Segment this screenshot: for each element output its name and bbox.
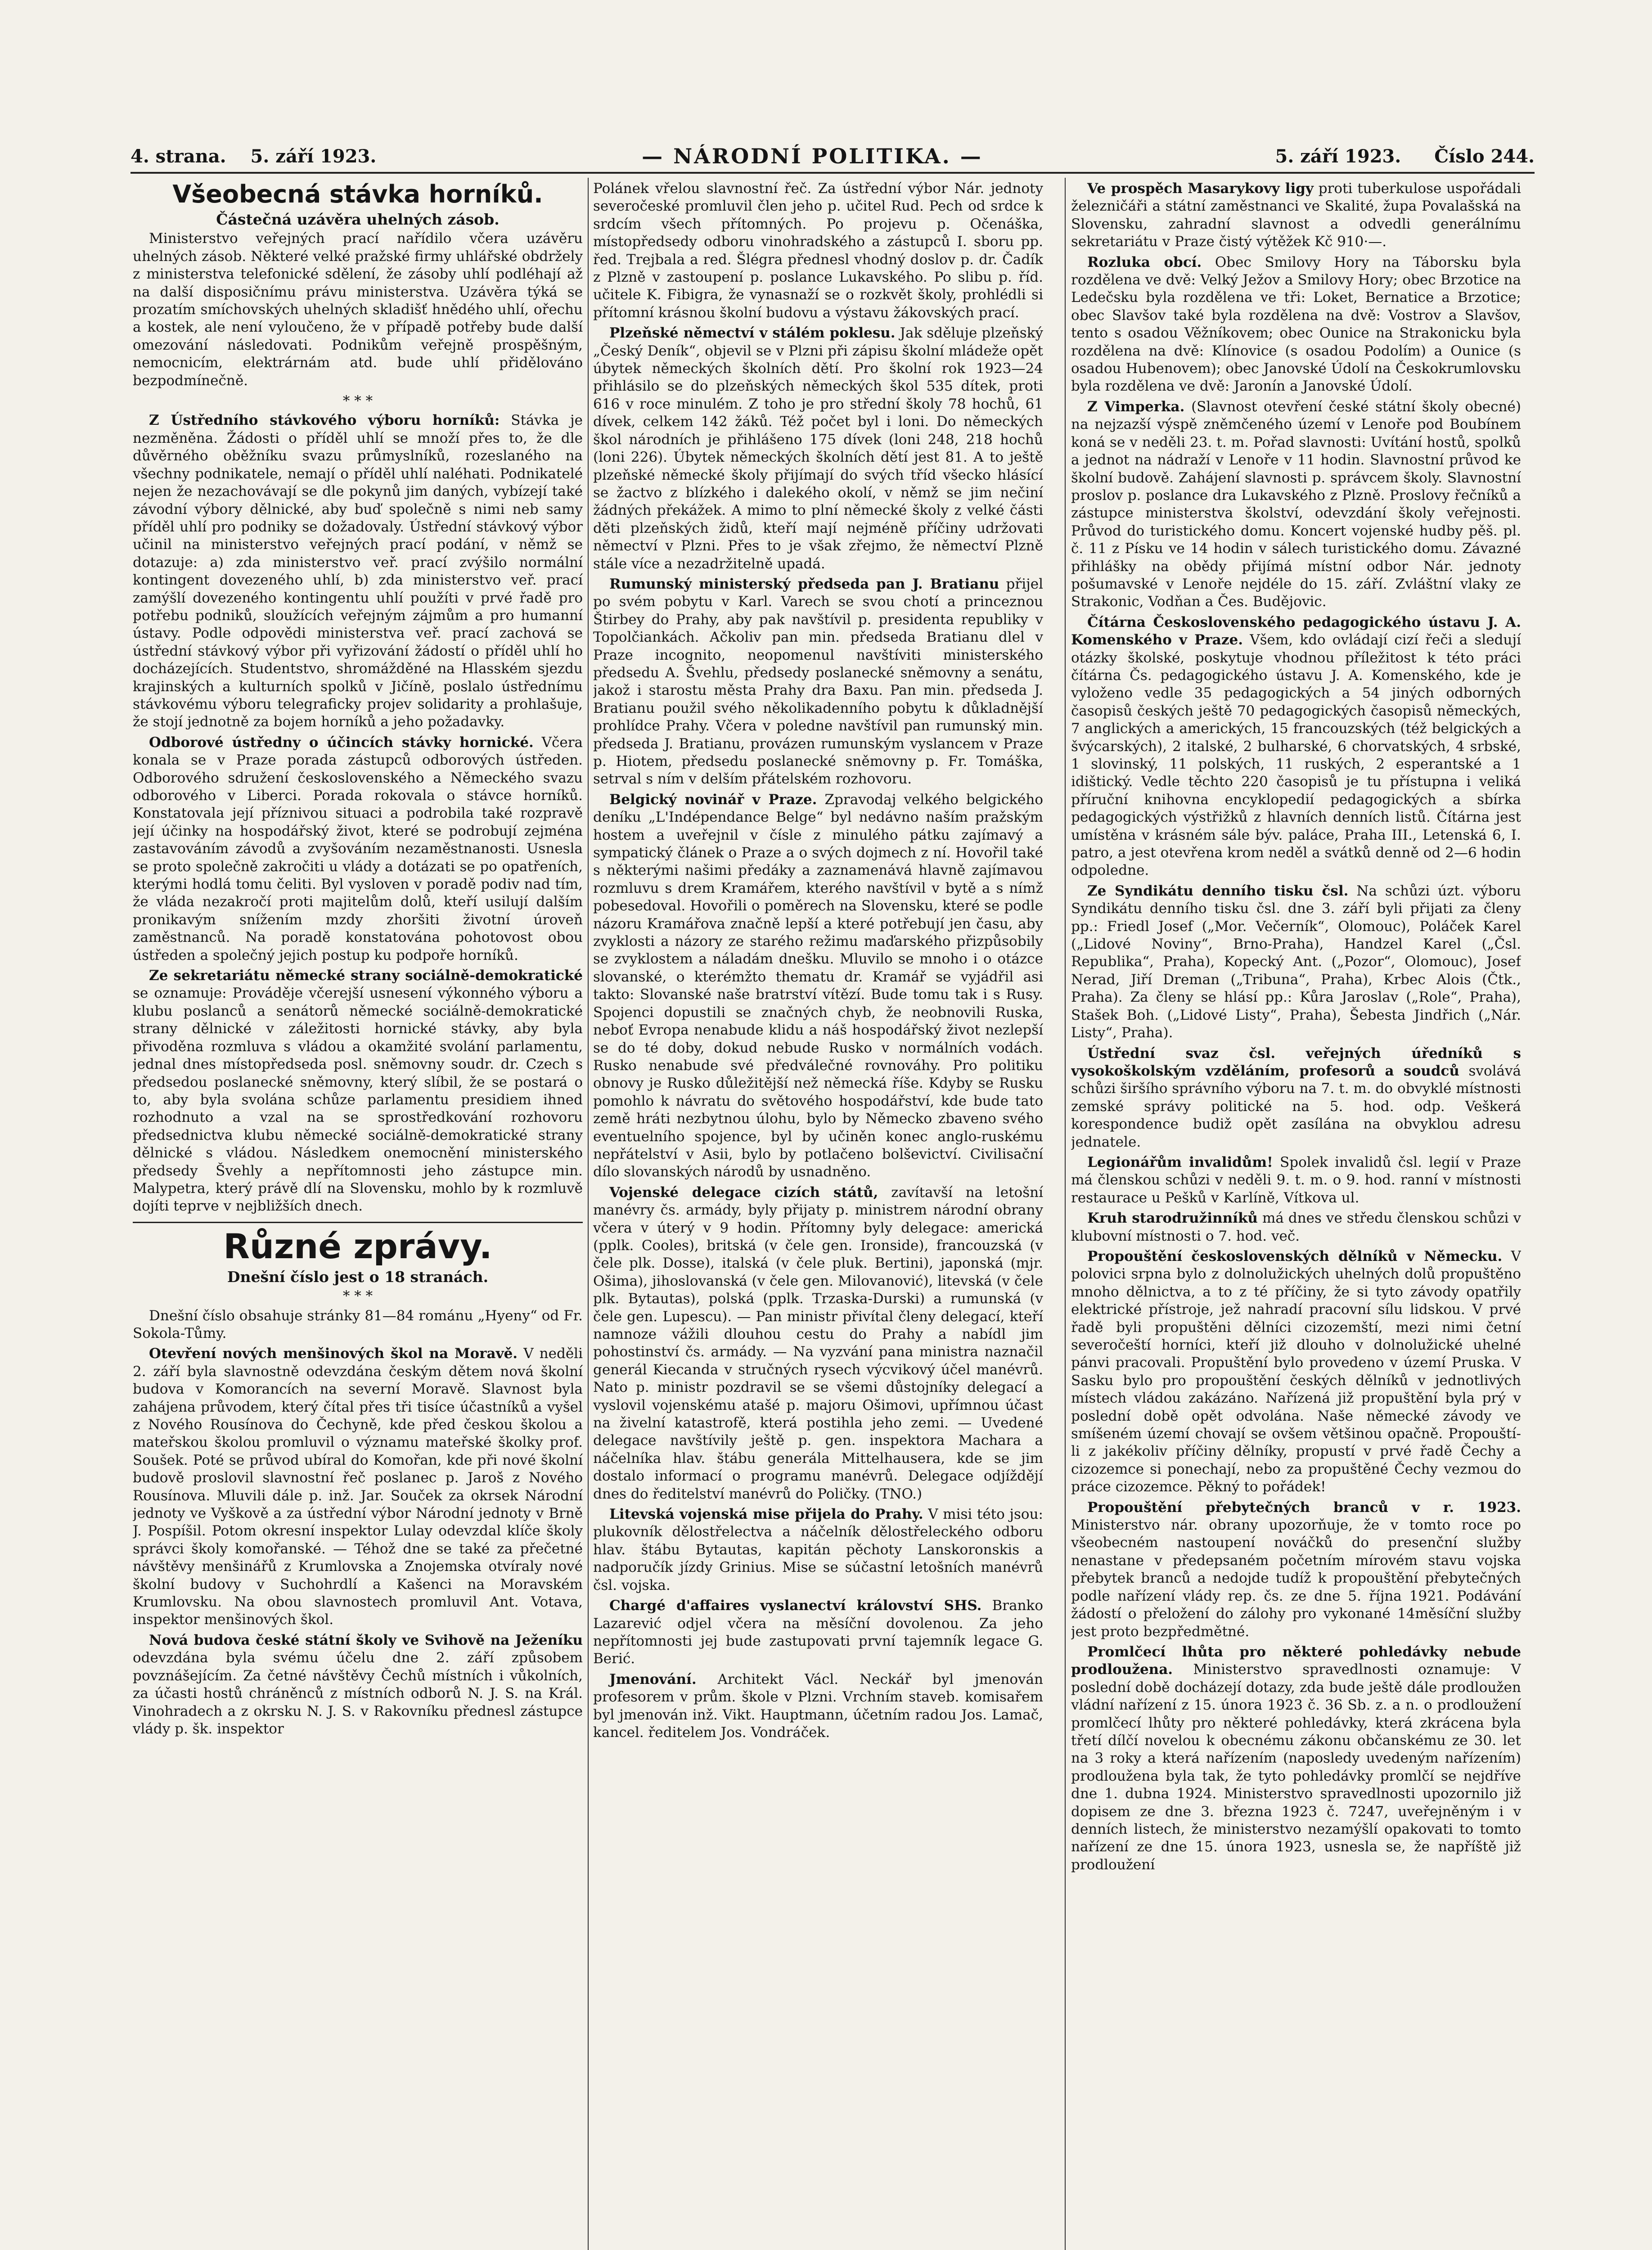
paragraph-heading: Čítárna Československého pedagogického ústavu J. A. Komenského v Praze. <box>1071 614 1521 648</box>
paragraph: Ministerstvo veřejných prací nařídilo včera uzávěru uhelných zásob. Některé velké pražské firmy uhlářské obdržely z ministerstva telefonické sdělení, že zásoby uhlí podléhají až na další disposičnímu právu ministerstva. Uzávěra týká se prozatím smíchovských uhelných skladišť hnědého uhlí, ořechu a kostek, ale není vyloučeno, že v případě potřeby bude další omezování následovati. Podnikům veřejně prospěšným, nemocnicím, elektrárnám atd. bude uhlí přidělováno bezpodmínečně. <box>133 230 583 389</box>
paragraph: Dnešní číslo obsahuje stránky 81—84 románu „Hyeny“ od Fr. Sokola-Tůmy. <box>133 1307 583 1341</box>
paragraph <box>593 1506 1043 1594</box>
paragraph-text: proti tuberkulose uspořádali železničáři a státní zaměstnanci ve Skalité, župa Povalašská na Slovensku, zahradní slavnost a odvedli generálnímu sekretariátu v Praze čistý výtěžek Kč 910·—. <box>1071 180 1521 250</box>
paragraph-text: Branko Lazarević odjel včera na měsíční dovolenou. Za jeho nepřítomnosti jej bude zastupovati první tajemník legace G. Berić. <box>593 1598 1043 1667</box>
paragraph-heading: Legionářům invalidům! <box>1087 1154 1273 1170</box>
paragraph-text: odevzdána byla svému účelu dne 2. září způsobem povznášejícím. Za četné návštěvy Čechů místních i vůkolních, za účasti hostů chráněnců z místních odborů N. J. S. na Král. Vinohradech a z okrsku N. J. S. v Rakovníku přednesl zástupce vlády p. šk. inspektor <box>133 1650 583 1737</box>
paragraph-heading: Plzeňské němectví v stálém poklesu. <box>609 325 896 342</box>
paragraph <box>1071 1045 1521 1151</box>
paragraph <box>1071 254 1521 396</box>
page-number: 4. strana. <box>131 145 226 167</box>
paragraph-text: má dnes ve středu členskou schůzi v klubovní místnosti o 7. hod. več. <box>1071 1210 1521 1244</box>
paragraph-heading: Belgický novinář v Praze. <box>609 791 817 808</box>
paragraph-text: (Slavnost otevření české státní školy obecné) na nejzazší výspě zněmčeného území v Lenoře pod Boubínem koná se v neděli 23. t. m. Pořad slavnosti: Uvítání hostů, spolků a jednot na nádraží v Lenoře v 11 hodin. Slavnostní průvod ke školní budově. Zahájení slavnosti p. správcem školy. Slavnostní proslov p. poslance dra Lukavského z Plzně. Proslovy řečníků a zástupce ministerstva školství, odevzdání školy veřejnosti. Průvod do turistického domu. Koncert vojenské hudby pěš. pl. č. 11 z Písku ve 14 hodin v sálech turistického domu. Závazné přihlášky na obědy přijímá místní odbor Nár. jednoty pošumavské v Lenoře nejdéle do 15. září. Zvláštní vlaky ze Strakonic, Vodňan a Čes. Budějovic. <box>1071 398 1521 610</box>
paragraph-text: Architekt Václ. Neckář byl jmenován profesorem v prům. škole v Plzni. Vrchním staveb. komisařem byl jmenován inž. Vikt. Hauptmann, účetním radou Jos. Lamač, kancel. ředitelem Jos. Vondráček. <box>593 1671 1043 1741</box>
section-title: Různé zprávy. <box>133 1222 583 1266</box>
header-left <box>131 146 376 167</box>
paragraph <box>133 412 583 731</box>
paragraph-heading: Litevská vojenská mise přijela do Prahy. <box>609 1506 923 1523</box>
paragraph-heading: Promlčecí lhůta pro některé pohledávky nebude prodloužena. <box>1071 1643 1521 1678</box>
paragraph-text: Všem, kdo ovládají cizí řeči a sledují otázky školské, poskytuje vhodnou příležitost k této práci čítárna Čs. pedagogického ústavu J. A. Komenského, kde je vyloženo vedle 35 pedagogických a 54 jiných odborných časopisů českých ještě 70 pedagogických časopisů německých, 7 anglických a amerických, 15 francouzských (též belgických a švýcarských), 2 italské, 2 bulharské, 6 chorvatských, 4 srbské, 1 slovinský, 11 polských, 11 ruských, 2 esperantské a 1 idištický. Vedle těchto 220 časopisů je tu přístupna i veliká příruční knihovna encyklopedií pedagogických a sbírka pedagogických výstřižků z hlavních denních listů. Čítárna jest umístěna v krásném sále býv. paláce, Praha III., Letenská 6, I. patro, a jest otevřena krom neděl a svátků denně od 2—6 hodin odpoledne. <box>1071 632 1521 879</box>
separator: * * * <box>342 393 373 410</box>
paragraph <box>1071 1643 1521 1874</box>
paragraph-heading: Propouštění československých dělníků v Německu. <box>1087 1248 1503 1264</box>
paragraph-heading: Ze sekretariátu německé strany sociálně-demokratické <box>149 968 583 984</box>
paragraph-text: Ministerstvo nár. obrany upozorňuje, že v tomto roce po všeobecném nastoupení nováčků do presenční služby nenastane v předepsaném početním mírovém stavu vojska přebytek branců a nedojde tudíž k propouštění přebytečných podle nařízení vlády rep. čs. ze dne 5. října 1921. Podávání žádostí o přeložení do zálohy pro vykonané 14měsíční služby jest proto bezpředmětné. <box>1071 1517 1521 1640</box>
paragraph-heading: Ve prospěch Masarykovy ligy <box>1087 180 1314 197</box>
paragraph: Polánek vřelou slavnostní řeč. Za ústřední výbor Nár. jednoty severočeské promluvil člen jeho p. učitel Rud. Pech od srdce k srdcím všech přítomných. Po projevu p. Očenáška, místopředsedy odboru vinohradského a zástupců I. sboru pp. řed. Trejbala a red. Šlégra přednesl vhodný doslov p. dr. Čadík z Plzně v zastoupení p. poslance Lukavského. Po slibu p. říd. učitele K. Fibigra, že vynasnaží se o rozkvět školy, prohlédli si přítomní krásnou školní budovu a výstavu žákovských prací. <box>593 180 1043 321</box>
paragraph <box>1071 1210 1521 1245</box>
header-date-left: 5. září 1923. <box>250 145 377 167</box>
paragraph-heading: Otevření nových menšinových škol na Moravě. <box>149 1346 518 1362</box>
paragraph-heading: Kruh starodružinníků <box>1087 1210 1258 1227</box>
column-rule <box>1065 178 1066 2250</box>
paragraph-text: V misi této jsou: plukovník dělostřelectva a náčelník dělostřeleckého odboru hlav. štábu Bytautas, kapitán pěchoty Lanskoronskis a nadporučík jízdy Grinius. Mise se súčastní letošních manévrů čsl. vojska. <box>593 1506 1043 1593</box>
article-title: Všeobecná stávka horníků. <box>172 180 543 208</box>
article-subtitle: Částečná uzávěra uhelných zásob. <box>216 211 500 228</box>
paragraph-text: Včera konala se v Praze porada zástupců odborových ústředen. Odborového sdružení československého a Německého svazu odborového v Liberci. Porada rokovala o stávce horníků. Konstatovala její příznivou situaci a podrobila také rozpravě její účinky na hospodářský život, které se podrobují zejména zastavováním závodů a zvyšováním nezaměstnanosti. Usnesla se proto společně zakročiti u vlády a dotázati se po opatřeních, kterými hodlá tomu čeliti. Byl vysloven v poradě podiv nad tím, že vláda nezakročí proti majitelům dolů, kteří usilují dalším pronikavým snížením mzdy zhoršiti životní úroveň zaměstnanců. Na poradě konstatována pohotovost obou ústředen a společný jejich postup ku podpoře horníků. <box>133 734 583 963</box>
paragraph <box>1071 882 1521 1042</box>
issue-number: Číslo 244. <box>1434 145 1535 167</box>
paragraph-text: V neděli 2. září byla slavnostně odevzdána českým dětem nová školní budova v Komorancích na severní Moravě. Slavnost byla zahájena průvodem, který čítal přes tři tisíce účastníků a vyšel z Nového Rousínova do Čechyně, kde před českou školou a mateřskou školou promluvil o významu mateřské školky prof. Soušek. Poté se průvod ubíral do Komořan, kde při nové školní budově proslovil slavnostní řeč poslanec p. Jaroš z Nového Rousínova. Mluvili dále p. inž. Jar. Souček za okrsek Národní jednoty ve Vyškově a za ústřední výbor Národní jednoty v Brně J. Pospíšil. Potom okresní inspektor Lulay odevzdal klíče školy správci školy komořanské. — Téhož dne se také za přečetné návštěvy menšinářů z Krumlovska a Znojemska otvíraly nové školní budovy v Suchohrdlí a Kašenci na Moravském Krumlovsku. Na obou slavnostech promluvil Ant. Votava, inspektor menšinových škol. <box>133 1346 583 1628</box>
paragraph-heading: Z Vimperka. <box>1087 398 1185 415</box>
paragraph <box>1071 1154 1521 1207</box>
paragraph-text: se oznamuje: Prováděje včerejší usnesení výkonného výboru a klubu poslanců a senátorů německé sociálně-demokratické strany dělnické v záležitosti hornické stávky, aby byla přivoděna rozmluva s vládou a okamžité svolání parlamentu, jednal dnes místopředseda posl. sněmovny soudr. dr. Czech s předsedou poslanecké sněmovny, který slíbil, že se postará o to, aby byla svolána schůze parlamentu presidiem ihned rozhodnuto a vzal na se sprostředkování rozhovoru předsednictva klubu německé sociálně-demokratické strany dělnické s vládou. Následkem onemocnění ministerského předsedy Švehly a nepřítomnosti jeho zástupce min. Malypetra, který právě dlí na Slovensku, mohlo by k rozmluvě dojíti teprve v nejbližších dnech. <box>133 985 583 1215</box>
paragraph-heading: Ústřední svaz čsl. veřejných úředníků s vysokoškolským vzděláním, profesorů a soudců <box>1071 1045 1521 1079</box>
header-right <box>1248 146 1535 167</box>
column-2 <box>593 180 1043 2250</box>
paragraph-heading: Nová budova české státní školy ve Svihově na Ježeníku <box>149 1632 583 1648</box>
section-subtitle: Dnešní číslo jest o 18 stranách. <box>227 1268 489 1286</box>
paragraph <box>133 1345 583 1629</box>
paragraph <box>593 1671 1043 1742</box>
paragraph <box>1071 1499 1521 1641</box>
paragraph <box>593 1184 1043 1503</box>
paragraph-text: V polovici srpna bylo z dolnolužických uhelných dolů propuštěno mnoho dělnictva, a to z té příčiny, že si tyto závody opatřily elektrické přístroje, jež nahradí pracovní sílu lidskou. V prvé řadě byli propuštěni dělníci cizozemští, mezi nimi četní severočeští horníci, kteří již dlouho v dolnolužické uhelné pánvi pracovali. Propuštění bylo provedeno v území Pruska. V Sasku bylo pro propouštění českých dělníků v jednotlivých místech vládou zakázáno. Nařízená již propuštění byla prý v poslední době opět odvolána. Naše německé závody ve smíšeném území chovají se ovšem většinou opačně. Propouští-li z jakékoliv příčiny dělníky, propustí v prvé řadě Čechy a cizozemce si ponechají, nebo za propuštěné Čechy vezmou do práce cizozemce. Pěkný to pořádek! <box>1071 1248 1521 1495</box>
paragraph-text: Spolek invalidů čsl. legií v Praze má členskou schůzi v neděli 9. t. m. o 9. hod. ranní v místnosti restaurace u Pešků v Karlíně, Vítkova ul. <box>1071 1154 1521 1206</box>
separator: * * * <box>342 1288 373 1305</box>
column-3 <box>1071 180 1521 2250</box>
paragraph <box>1071 398 1521 611</box>
paragraph-text: přijel po svém pobytu v Karl. Varech se svou chotí a princeznou Štirbey do Prahy, aby pak navštívil p. presidenta republiky v Topolčiankách. Ačkoliv pan min. předseda Bratianu dlel v Praze incognito, neopomenul navštíviti ministerského předsedu A. Švehlu, předsedy poslanecké sněmovny a senátu, jakož i starostu města Prahy dra Baxu. Pan min. předseda J. Bratianu použil svého několikadenního pobytu k důkladnější prohlídce Prahy. Včera v poledne navštívil pan rumunský min. předseda J. Bratianu, provázen rumunským vyslancem v Praze p. Hiotem, předsedu poslanecké sněmovny p. Fr. Tomáška, setrval s ním v delším přátelském rozhovoru. <box>593 576 1043 788</box>
paragraph <box>593 1597 1043 1668</box>
paragraph <box>593 324 1043 573</box>
paragraph <box>1071 180 1521 251</box>
header-date-right: 5. září 1923. <box>1275 145 1401 167</box>
paragraph <box>593 791 1043 1181</box>
paragraph-text: Na schůzi úzt. výboru Syndikátu denního tisku čsl. dne 3. září byli přijati za členy pp.: Friedl Josef („Mor. Večerník“, Olomouc), Poláček Karel („Lidové Noviny“, Brno-Praha), Handzel Karel („Čsl. Republika“, Praha), Kopecký Ant. („Pozor“, Olomouc), Josef Nerad, Jiří Dreman („Tribuna“, Praha), Krbec Alois (Čtk., Praha). Za členy se hlásí pp.: Kůra Jaroslav („Role“, Praha), Stašek Boh. („Lidové Listy“, Praha), Šebesta Jindřich („Nár. Listy“, Praha). <box>1071 882 1521 1041</box>
paragraph-heading: Chargé d'affaires vyslanectví království SHS. <box>609 1598 982 1614</box>
paragraph-text: Jak sděluje plzeňský „Český Deník“, objevil se v Plzni při zápisu školní mládeže opět úbytek německých školních dětí. Pro školní rok 1923—24 přihlásilo se do plzeňských německých škol 535 dítek, proti 616 v roce minulém. Z toho je pro střední školy 78 hochů, 61 dívek, celkem 142 žáků. Též počet byl i loni. Do německých škol národních je přihlášeno 175 dívek (loni 248, 218 hochů (loni 226). Úbytek německých školních dětí jest 81. A to ještě plzeňské německé školy přijímají do svých tříd všecko hlásící se žactvo z blízkého i dalekého okolí, v němž se jim nečiní žádných překážek. A mimo to plní německé školy z velké části děti plzeňských židů, kteří mají nejméně příčiny udržovati němectví v Plzni. Přes to je však zřejmo, že němectví Plzně stále více a nezadržitelně upadá. <box>593 325 1043 572</box>
paragraph-text: zavítavší na letošní manévry čs. armády, byly přijaty p. ministrem národní obrany včera v úterý v 9 hodin. Přítomny byly delegace: americká (pplk. Cooles), britská (v čele gen. Ironside), francouzská (v čele plk. Dosse), italská (v čele pluk. Bertini), japonská (mjr. Ošima), jihoslovanská (v čele gen. Milovanović), litevská (v čele plk. Bytautas), polská (pplk. Trzaska-Durski) a rumunská (v čele gen. Lupescu). — Pan ministr přivítal členy delegací, kteří namnoze vážili dlouhou cestu do Prahy a nabídl jim pohostinství čs. armády. — Na vyzvání pana ministra naznačil generál Kiecanda v stručných rysech výcvikový účel manévrů. Nato p. ministr pozdravil se se všemi důstojníky delegací a vyslovil vojenskému atašé p. majoru Ošimovi, upřímnou účast na živelní katastrofě, která postihla jeho zemi. — Uvedené delegace navštívily ještě p. gen. inspektora Machara a náčelníka hlav. štábu generála Mittelhausera, kde se jim dostalo informací o programu manévrů. Delegace odjíždějí dnes do ředitelství manévrů do Poličky. (TNO.) <box>593 1184 1043 1502</box>
paragraph-text: Zpravodaj velkého belgického deníku „L'Indépendance Belge“ byl nedávno naším pražským hostem a uveřejnil v čísle z minulého pátku zajímavý a sympatický článek o Praze a o svých dojmech z ní. Hovořil také s některými našimi předáky a zaznamenává hlavně zajímavou rozmluvu s drem Kramářem, kterého navštívil v bytě a s nímž pobesedoval. Hovořili o poměrech na Slovensku, které se podle názoru Kramářova značně lepší a které potřebují jen času, aby zvyklosti a názory ze starého režimu maďarského přizpůsobily se zvyklostem a náladám dnešku. Mluvilo se mnoho i o otázce slovanské, o kterémžto thematu dr. Kramář se vyjádřil asi takto: Slovanské naše bratrství vítězí. Bude tomu tak i s Rusy. Spojenci dopustili se značných chyb, že neobnovili Ruska, neboť Evropa nenabude klidu a náš hospodářský život nezlepší se do té doby, dokud nebude Rusko v normálních vodách. Rusko nenabude své předválečné rovnováhy. Pro politiku obnovy je Rusko důležitější než německá říše. Kdyby se Rusku pomohlo k návratu do světového hospodářství, kde bude tato země hráti nezbytnou úlohu, bylo by Německo zbaveno svého eventuelního spojence, byl by učiněn konec anglo-ruskému nepřátelství v Asii, bylo by potlačeno bolševictví. Civilisační dílo slovanských národů by usnadněno. <box>593 791 1043 1180</box>
paragraph-heading: Odborové ústředny o účincích stávky hornické. <box>149 734 534 751</box>
paragraph <box>593 576 1043 788</box>
paragraph-heading: Z Ústředního stávkového výboru horníků: <box>149 412 500 429</box>
paragraph <box>133 967 583 1215</box>
paragraph-heading: Propouštění přebytečných branců v r. 1923. <box>1087 1499 1521 1516</box>
masthead: — NÁRODNÍ POLITIKA. — <box>642 144 983 168</box>
paragraph-heading: Ze Syndikátu denního tisku čsl. <box>1087 882 1349 899</box>
page-header <box>131 140 1535 174</box>
paragraph <box>133 734 583 964</box>
paragraph-text: Ministerstvo spravedlnosti oznamuje: V poslední době docházejí dotazy, zda bude ještě dále prodloužen vládní nařízení z 15. února 1923 č. 36 Sb. z. a n. o prodloužení promlčecí lhůty pro některé pohledávky, která zkrácena byla třetí dílčí novelou k obecnému zákonu občanskému ze 30. let na 3 roky a která nařízením (naposledy uvedeným nařízením) prodloužena byla tak, že tyto pohledávky promlčí se nejdříve dne 1. dubna 1924. Ministerstvo spravedlnosti upozornilo již dopisem ze dne 3. března 1923 č. 7247, uveřejněným i v denních listech, že ministerstvo nezamýšlí opakovati to tomto nařízení ze dne 15. února 1923, usnesla se, že napříště již prodloužení <box>1071 1661 1521 1873</box>
paragraph <box>1071 1248 1521 1496</box>
column-rule <box>588 178 589 2250</box>
paragraph-text: Stávka je nezměněna. Žádosti o příděl uhlí se množí přes to, že dle důvěrného oběžníku svazu průmyslníků, rozeslaného na všechny podnikatele, nemají o příděl uhlí naléhati. Podnikatelé nejen že nezachovávají se dle pokynů jim daných, vybízejí také závodní výbory dělnické, aby buď společně s nimi neb samy příděl uhlí pro podniky se dožadovaly. Ústřední stávkový výbor učinil na ministerstvo veřejných prací podání, v němž se dotazuje: a) zda ministerstvo veř. prací zvýšilo normální kontingent dovezeného uhlí, b) zda ministerstvo veř. prací zamýšlí dovezeného kontingentu uhlí použíti v prvé řadě pro potřebu podniků, sloužících veřejným zájmům a pro humanní ústavy. Podle odpovědi ministerstva veř. prací zachová se ústřední stávkový výbor při vyřizování žádostí o příděl uhlí ho docházejících. Studentstvo, shromážděné na Hlasském sjezdu krajinských a kulturních spolků v Jičíně, poslalo ústřednímu stávkovému výboru telegraficky projev solidarity a prohlašuje, že stojí jednotně za bojem horníků a jeho požadavky. <box>133 412 583 730</box>
paragraph <box>133 1632 583 1738</box>
paragraph-heading: Vojenské delegace cizích států, <box>609 1184 878 1201</box>
paragraph-text: svolává schůzi širšího správního výboru na 7. t. m. do obvyklé místnosti zemské správy politické na 5. hod. odp. Veškerá korespondence budiž opět zasílána na obvyklou adresu jednatele. <box>1071 1062 1521 1150</box>
paragraph-text: Obec Smilovy Hory na Táborsku byla rozdělena ve dvě: Velký Ježov a Smilovy Hory; obec Brzotice na Ledečsku byla rozdělena ve tři: Loket, Bernatice a Brzotice; obec Slavšov také byla rozdělena na dvě: Vostrov a Slavšov, tento s osadou Věžníkovem; obec Ounice na Strakonicku byla rozdělena na dvě: Klínovice (s osadou Podolím) a Ounice (s osadou Hubenovem); obec Janovské Údolí na Českokrumlovsku byla rozdělena ve dvě: Jaronín a Janovské Údolí. <box>1071 254 1521 395</box>
column-1 <box>133 180 583 2250</box>
paragraph-heading: Jmenování. <box>609 1671 697 1688</box>
paragraph <box>1071 614 1521 880</box>
paragraph-heading: Rumunský ministerský předseda pan J. Bratianu <box>609 576 999 592</box>
paragraph-heading: Rozluka obcí. <box>1087 254 1202 270</box>
